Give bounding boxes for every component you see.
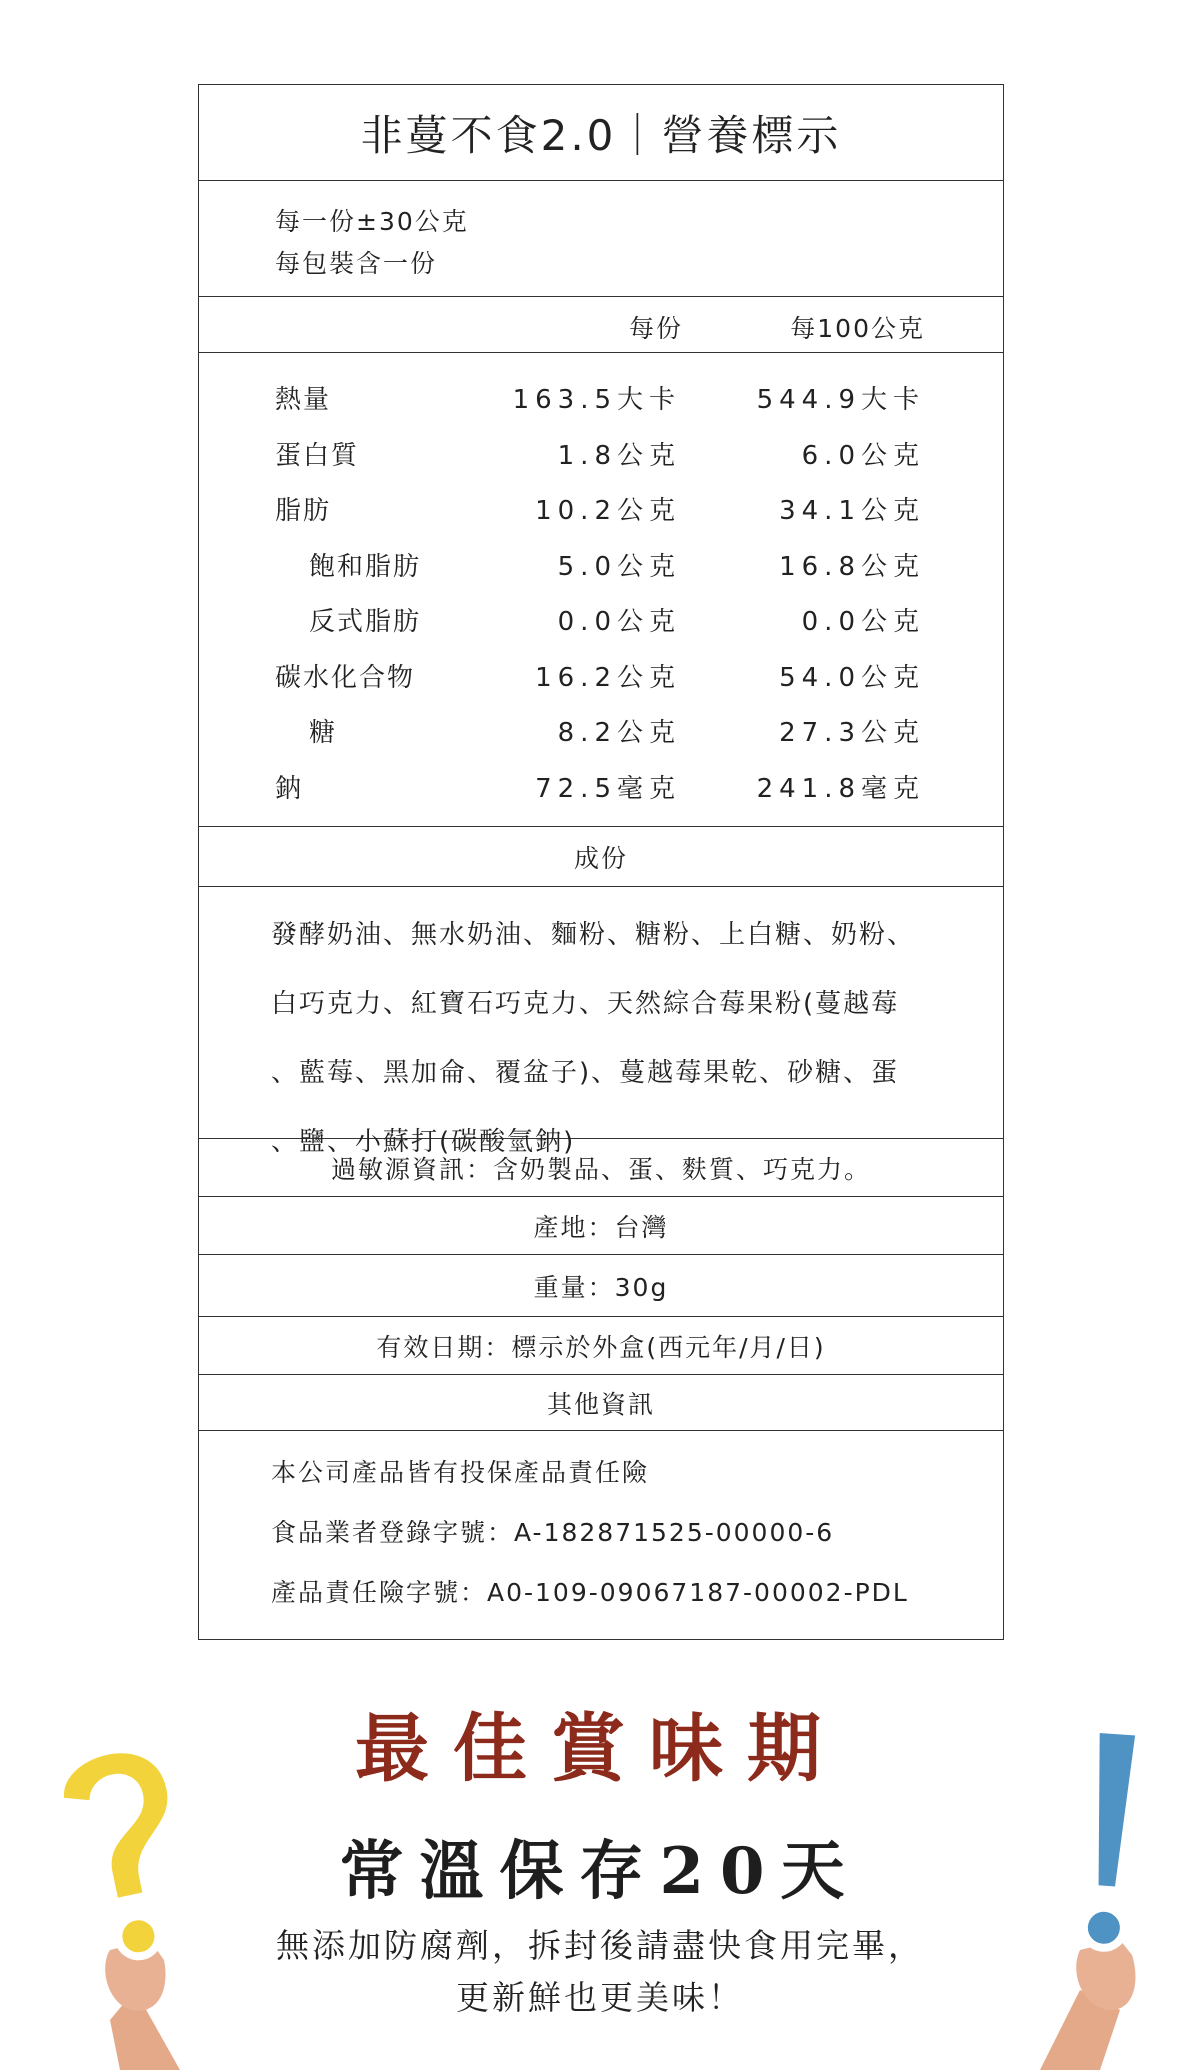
nutrient-name: 鈉 xyxy=(275,773,304,804)
nutrient-per-100g: 34.1公克 xyxy=(779,496,925,526)
nutrient-per-serving: 1.8公克 xyxy=(557,440,681,471)
question-mark-sign-icon xyxy=(40,1720,190,2070)
nutrition-header xyxy=(199,297,1003,353)
ingredients-line: 、鹽、小蘇打(碳酸氫鈉) xyxy=(271,1127,576,1157)
nutrient-per-100g: 27.3公克 xyxy=(779,718,925,748)
ingredients-heading: 成份 xyxy=(199,827,1003,887)
nutrient-per-serving: 0.0公克 xyxy=(557,607,681,637)
exclamation-mark-sign-icon xyxy=(1040,1720,1180,2070)
exclamation-bar xyxy=(1085,1729,1140,1892)
nutrient-name: 蛋白質 xyxy=(275,440,360,471)
nutrient-name: 脂肪 xyxy=(275,496,332,526)
nutrient-row xyxy=(199,423,1003,478)
ingredients-list xyxy=(199,887,1003,1157)
nutrient-per-serving: 16.2公克 xyxy=(535,662,681,693)
note-line: 無添加防腐劑，拆封後請盡快食用完畢， xyxy=(276,1926,924,1965)
nutrient-per-serving: 72.5毫克 xyxy=(535,773,681,804)
other-info xyxy=(199,1431,1003,1641)
ingredients-line: 白巧克力、紅寶石巧克力、天然綜合莓果粉(蔓越莓 xyxy=(271,989,900,1019)
nutrient-row xyxy=(199,367,1003,422)
nutrient-per-100g: 241.8毫克 xyxy=(756,773,925,804)
per-serving-header: 每份 xyxy=(628,314,683,343)
nutrient-row xyxy=(199,645,1003,700)
nutrient-per-100g: 6.0公克 xyxy=(801,440,925,471)
nutrition-label xyxy=(198,84,1004,1640)
insurance-number: 產品責任險字號：A0-109-09067187-00002-PDL xyxy=(271,1578,909,1607)
nutrient-per-serving: 163.5大卡 xyxy=(512,385,681,415)
nutrient-name: 糖 xyxy=(309,718,338,748)
nutrition-table xyxy=(199,353,1003,827)
nutrient-name: 碳水化合物 xyxy=(275,662,416,693)
ingredients-line: 發酵奶油、無水奶油、麵粉、糖粉、上白糖、奶粉、 xyxy=(271,920,916,950)
nutrient-per-serving: 10.2公克 xyxy=(535,496,681,526)
nutrient-row xyxy=(199,700,1003,755)
allergen-info: 過敏源資訊：含奶製品、蛋、麩質、巧克力。 xyxy=(199,1139,1003,1197)
nutrient-row xyxy=(199,756,1003,811)
nutrient-per-serving: 8.2公克 xyxy=(557,718,681,748)
nutrient-row xyxy=(199,478,1003,533)
expiry-info: 有效日期：標示於外盒(西元年/月/日) xyxy=(199,1317,1003,1375)
nutrient-per-serving: 5.0公克 xyxy=(557,551,681,582)
question-glyph xyxy=(52,1739,190,1909)
nutrient-name: 反式脂肪 xyxy=(309,607,422,637)
other-info-heading: 其他資訊 xyxy=(199,1375,1003,1431)
storage-info: 常溫保存20天 xyxy=(339,1834,861,1909)
per-100g-header: 每100公克 xyxy=(790,314,925,343)
nutrient-row xyxy=(199,534,1003,589)
nutrient-per-100g: 54.0公克 xyxy=(779,662,925,693)
nutrient-name: 飽和脂肪 xyxy=(309,551,422,582)
best-before-heading: 最佳賞味期 xyxy=(355,1706,845,1792)
weight-info: 重量：30g xyxy=(199,1255,1003,1317)
ingredients-line: 、藍莓、黑加侖、覆盆子)、蔓越莓果乾、砂糖、蛋 xyxy=(271,1058,900,1088)
registration-number: 食品業者登錄字號：A-182871525-00000-6 xyxy=(271,1518,835,1547)
origin-info: 產地：台灣 xyxy=(199,1197,1003,1255)
label-title: 非蔓不食2.0｜營養標示 xyxy=(199,85,1003,181)
exclamation-dot xyxy=(1083,1906,1126,1949)
nutrient-name: 熱量 xyxy=(275,385,332,415)
nutrient-per-100g: 544.9大卡 xyxy=(756,385,925,415)
note-line: 更新鮮也更美味！ xyxy=(456,1978,744,2017)
serving-info xyxy=(199,181,1003,297)
servings-per-pack: 每包裝含一份 xyxy=(275,249,438,278)
serving-size: 每一份±30公克 xyxy=(275,207,469,236)
nutrient-per-100g: 16.8公克 xyxy=(779,551,925,582)
nutrient-row xyxy=(199,589,1003,644)
question-dot xyxy=(115,1913,162,1960)
nutrient-per-100g: 0.0公克 xyxy=(801,607,925,637)
insurance-note: 本公司產品皆有投保產品責任險 xyxy=(271,1458,650,1487)
